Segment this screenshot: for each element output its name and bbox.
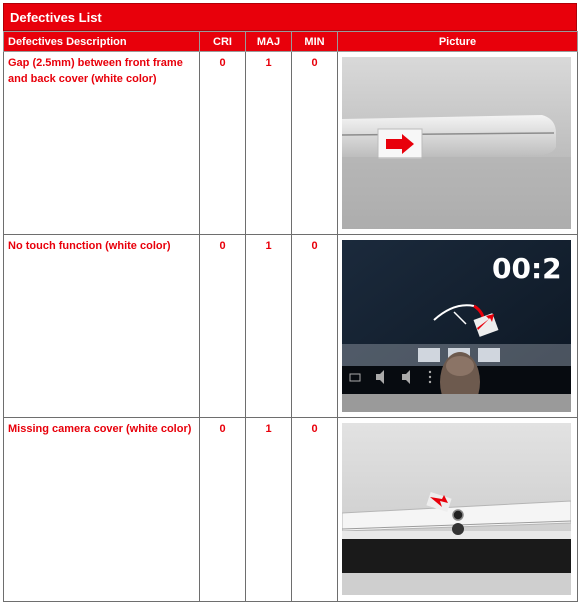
header-description: Defectives Description	[4, 32, 200, 52]
cri-count: 0	[200, 52, 246, 235]
maj-count: 1	[246, 235, 292, 418]
table-row	[4, 235, 578, 418]
defectives-sheet	[3, 3, 577, 602]
camera-icon	[453, 510, 463, 520]
picture-cell	[338, 52, 578, 235]
tablet-screen-touch-photo	[342, 240, 571, 412]
header-row	[4, 32, 578, 52]
sheet-title: Defectives List	[3, 3, 577, 31]
tablet-camera-photo	[342, 423, 571, 595]
defect-description: Missing camera cover (white color)	[4, 418, 200, 602]
header-maj: MAJ	[246, 32, 292, 52]
min-count: 0	[292, 52, 338, 235]
picture-cell	[338, 418, 578, 602]
defectives-table	[3, 31, 578, 602]
min-count: 0	[292, 418, 338, 602]
header-picture: Picture	[338, 32, 578, 52]
tablet-edge-gap-photo	[342, 57, 571, 229]
maj-count: 1	[246, 418, 292, 602]
cri-count: 0	[200, 418, 246, 602]
min-count: 0	[292, 235, 338, 418]
table-row	[4, 418, 578, 602]
header-cri: CRI	[200, 32, 246, 52]
defect-description: No touch function (white color)	[4, 235, 200, 418]
defect-description: Gap (2.5mm) between front frame and back cover (white color)	[4, 52, 200, 235]
cri-count: 0	[200, 235, 246, 418]
table-row	[4, 52, 578, 235]
maj-count: 1	[246, 52, 292, 235]
screen-clock: 00:2	[492, 252, 562, 285]
header-min: MIN	[292, 32, 338, 52]
picture-cell	[338, 235, 578, 418]
